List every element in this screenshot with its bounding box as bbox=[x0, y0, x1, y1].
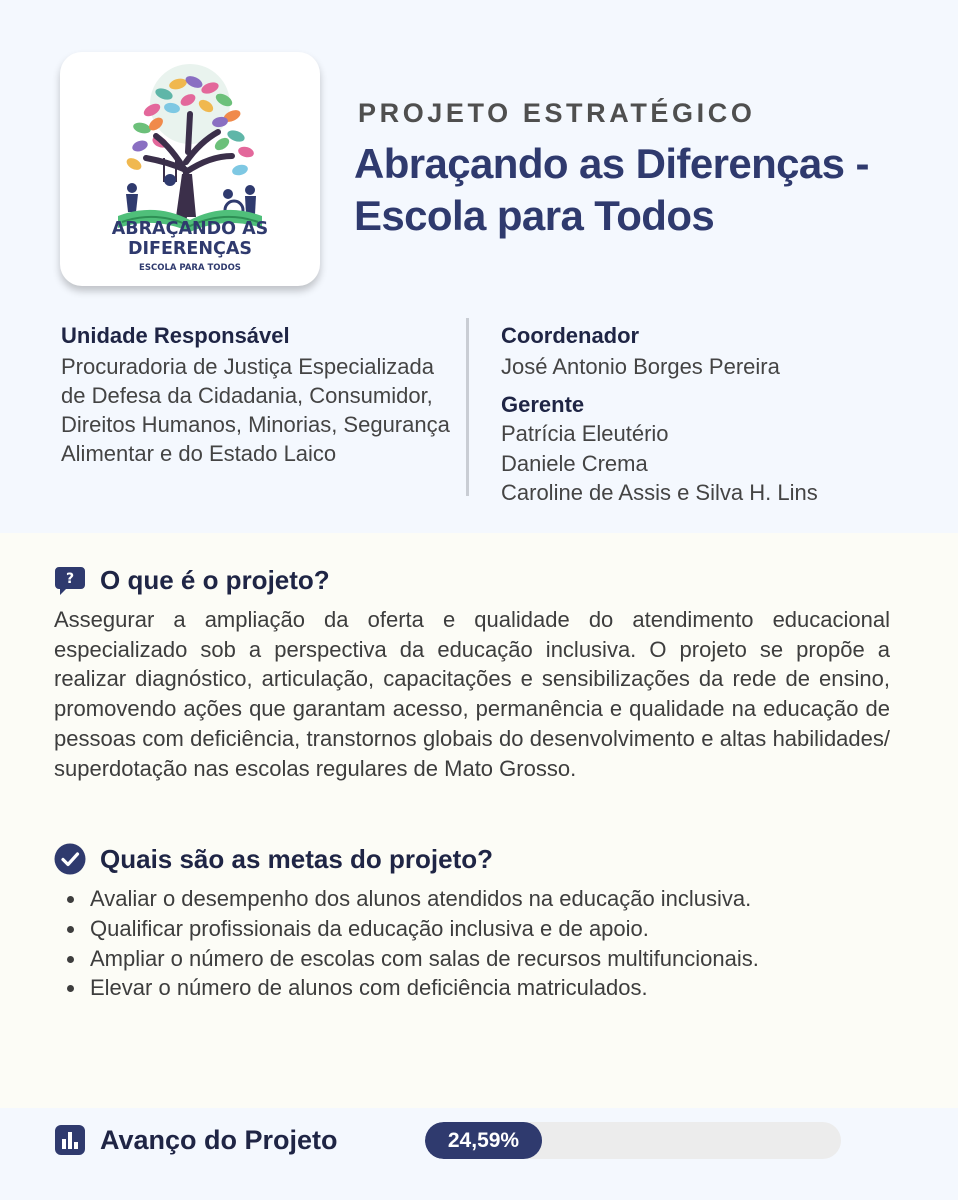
manager-name: Daniele Crema bbox=[501, 450, 648, 476]
header-section bbox=[0, 0, 958, 533]
goals-list bbox=[62, 884, 759, 1003]
goals-heading bbox=[54, 843, 493, 875]
info-divider bbox=[466, 318, 469, 496]
responsible-unit bbox=[61, 322, 451, 468]
about-heading bbox=[54, 565, 330, 596]
logo-line2: DIFERENÇAS bbox=[127, 239, 253, 259]
coordinator-label: Coordenador bbox=[501, 323, 640, 348]
content-section bbox=[0, 533, 958, 1108]
progress-heading bbox=[54, 1124, 338, 1156]
progress-section bbox=[0, 1108, 958, 1200]
list-item: Avaliar o desempenho dos alunos atendidos na educação inclusiva. bbox=[62, 884, 759, 914]
coordinator-value: José Antonio Borges Pereira bbox=[501, 354, 780, 379]
list-item: Qualificar profissionais da educação inclusiva e de apoio. bbox=[62, 914, 759, 944]
project-logo bbox=[60, 52, 320, 286]
about-text: Assegurar a ampliação da oferta e qualidade do atendimento educacional especializado sob a perspectiva da educação inclusiva. O projeto se propõe a realizar diagnóstico, articulação, capacitações e sensibilizações da rede de ensino, promovendo ações que garantam acesso, permanência e qualidade na educação de pessoas com deficiência, transtornos globais do desenvolvimento e altas habilidades/ superdotação nas escolas regulares de Mato Grosso. bbox=[54, 607, 890, 781]
logo-line1: ABRAÇANDO AS bbox=[111, 219, 269, 239]
logo-line3: ESCOLA PARA TODOS bbox=[139, 263, 241, 273]
bar-chart-icon bbox=[54, 1124, 86, 1156]
project-title: Abraçando as Diferenças - Escola para Todos bbox=[354, 140, 869, 239]
question-bubble-icon bbox=[54, 566, 86, 596]
progress-bar bbox=[425, 1122, 841, 1159]
progress-title: Avanço do Projeto bbox=[100, 1124, 338, 1155]
team-info bbox=[501, 322, 941, 508]
about-title: O que é o projeto? bbox=[100, 565, 330, 595]
managers-list bbox=[501, 419, 941, 508]
unit-label: Unidade Responsável bbox=[61, 323, 290, 348]
list-item: Elevar o número de alunos com deficiência matriculados. bbox=[62, 973, 759, 1003]
project-kicker: PROJETO ESTRATÉGICO bbox=[358, 98, 756, 128]
manager-name: Caroline de Assis e Silva H. Lins bbox=[501, 480, 818, 505]
list-item: Ampliar o número de escolas com salas de recursos multifuncionais. bbox=[62, 944, 759, 974]
manager-name: Patrícia Eleutério bbox=[501, 421, 669, 446]
goals-title: Quais são as metas do projeto? bbox=[100, 843, 493, 874]
managers-block bbox=[501, 391, 941, 508]
managers-label: Gerente bbox=[501, 392, 585, 417]
progress-value: 24,59% bbox=[447, 1129, 520, 1152]
check-circle-icon bbox=[54, 843, 86, 875]
unit-value: Procuradoria de Justiça Especializada de Defesa da Cidadania, Consumidor, Direitos Humanos, Minorias, Segurança Alimentar e do Estado Laico bbox=[61, 354, 450, 466]
tree-logo-icon bbox=[60, 52, 320, 286]
svg-text:?: ? bbox=[65, 570, 75, 587]
